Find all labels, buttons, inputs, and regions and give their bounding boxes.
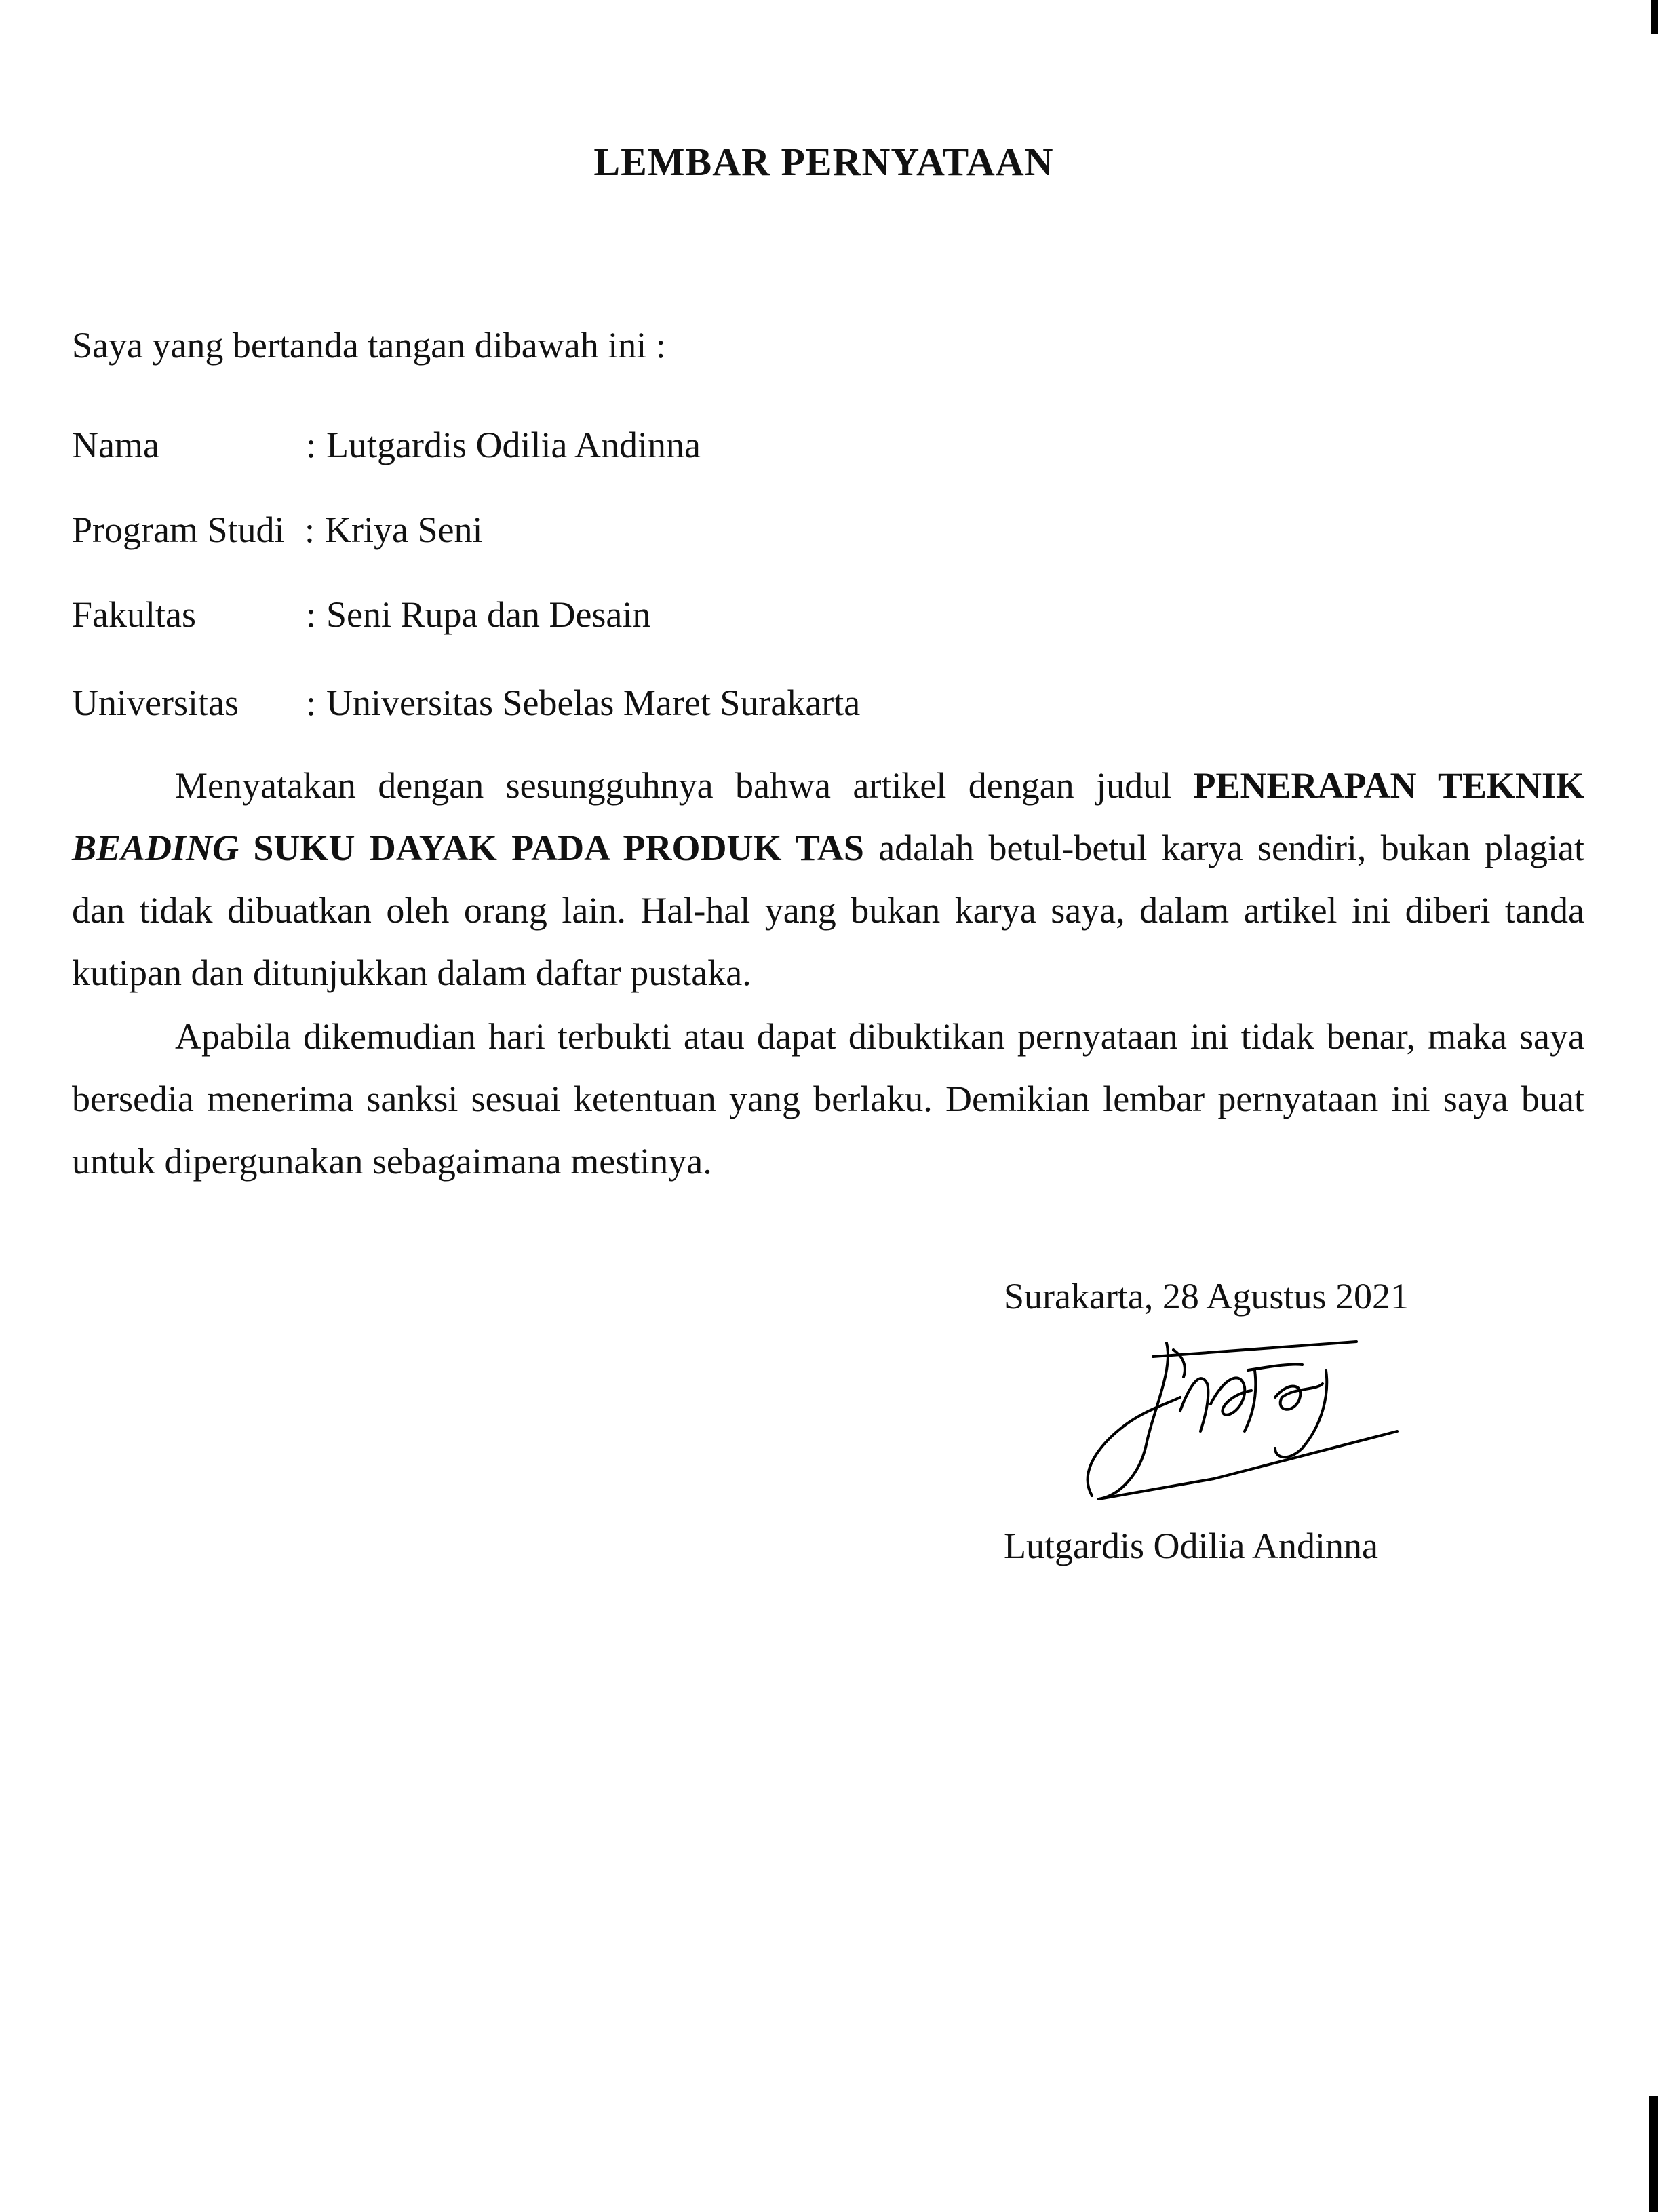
scan-edge-mark: [1649, 2096, 1658, 2212]
statement-paragraph: [72, 754, 1584, 1004]
field-separator: :: [306, 594, 317, 635]
field-label: Fakultas: [72, 594, 196, 635]
article-title-italic: BEADING: [72, 828, 239, 868]
paragraph-rest: adalah betul-betul karya sendiri, bukan plagiat dan tidak dibuatkan oleh orang lain. Hal-hal yang bukan karya saya, dalam artikel ini diberi tanda kutipan dan ditunjukkan dalam daftar pustaka.: [72, 828, 1585, 993]
field-row-fakultas: [72, 594, 650, 636]
scan-edge-mark: [1651, 0, 1658, 34]
field-label: Nama: [72, 425, 159, 465]
field-row-universitas: [72, 682, 860, 724]
field-label: Program Studi: [72, 509, 285, 550]
intro-text: Saya yang bertanda tangan dibawah ini :: [72, 325, 666, 366]
paragraph-lead: Menyatakan dengan sesungguhnya bahwa artikel dengan judul: [175, 765, 1172, 806]
place-date: Surakarta, 28 Agustus 2021: [1004, 1276, 1409, 1317]
signature-image: [1072, 1330, 1404, 1513]
field-label: Universitas: [72, 682, 239, 723]
article-title-part1: PENERAPAN TEKNIK: [1193, 765, 1585, 806]
field-value: Seni Rupa dan Desain: [326, 594, 651, 635]
consequence-paragraph: Apabila dikemudian hari terbukti atau dapat dibuktikan pernyataan ini tidak benar, maka saya bersedia menerima sanksi sesuai ketentuan yang berlaku. Demikian lembar pernyataan ini saya buat untuk dipergunakan sebagaimana mestinya.: [72, 1016, 1584, 1182]
field-separator: :: [306, 682, 317, 723]
field-separator: :: [306, 425, 317, 465]
field-row-nama: [72, 424, 701, 466]
field-value: Lutgardis Odilia Andinna: [326, 425, 701, 465]
field-value: Kriya Seni: [325, 509, 483, 550]
signer-name: Lutgardis Odilia Andinna: [1004, 1526, 1378, 1566]
field-value: Universitas Sebelas Maret Surakarta: [326, 682, 861, 723]
field-row-program-studi: [72, 509, 482, 551]
page-title: LEMBAR PERNYATAAN: [593, 140, 1054, 184]
field-separator: :: [305, 509, 315, 550]
article-title-part2: SUKU DAYAK PADA PRODUK TAS: [253, 828, 864, 868]
